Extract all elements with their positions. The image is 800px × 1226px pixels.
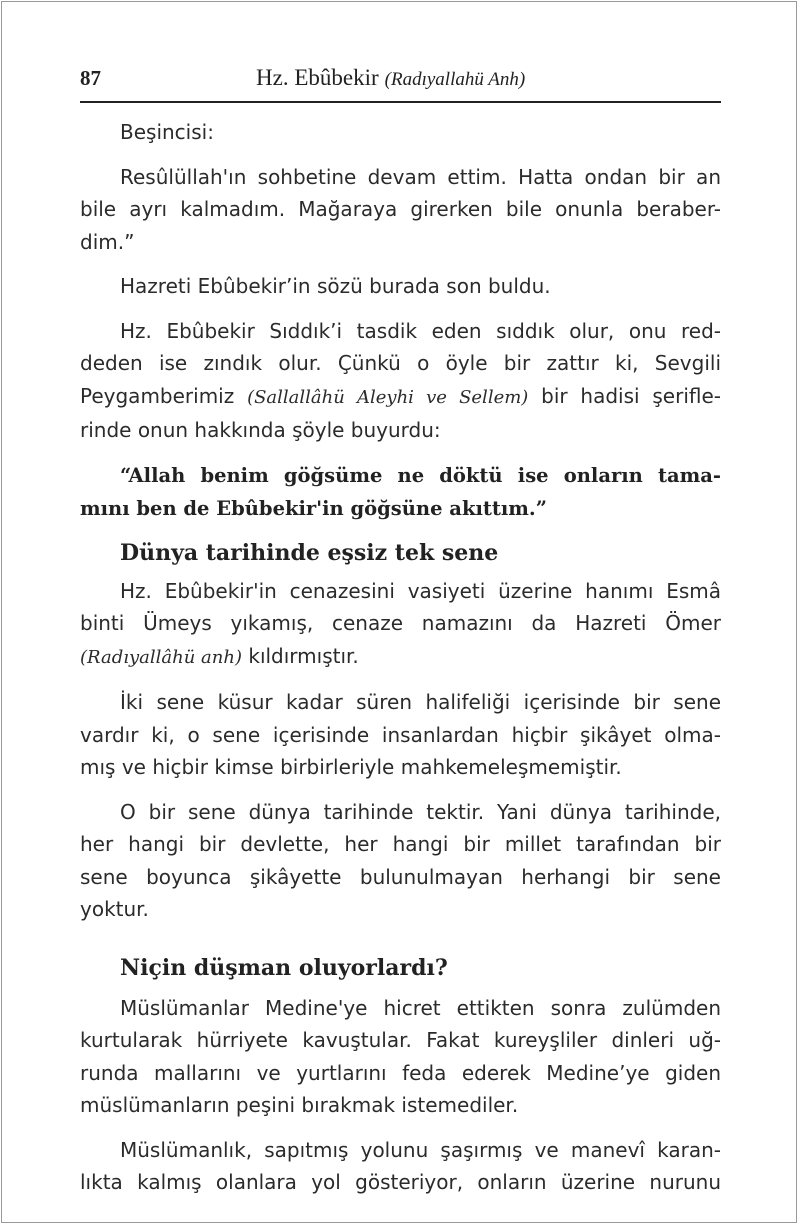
text-line: deden ise zındık olur. Çünkü o öyle bir zattır ki, Sevgili <box>80 351 721 375</box>
text-line <box>80 640 721 675</box>
text-line: binti Ümeys yıkamış, cenaze namazını da Hazreti Ömer <box>80 611 721 635</box>
text-line: lıkta kalmış olanlara yol gösteriyor, onların üzerine nurunu <box>80 1170 721 1194</box>
paragraph <box>80 270 721 303</box>
hadith-quote <box>80 459 721 525</box>
book-subtitle: (Radıyallahü Anh) <box>384 69 526 90</box>
text-line: Beşincisi: <box>120 120 214 144</box>
honorific-italic: (Sallallâhü Aleyhi ve Sellem) <box>247 386 529 408</box>
text-line: Hazreti Ebûbekir’in sözü burada son buldu. <box>120 274 551 298</box>
paragraph <box>80 686 721 784</box>
quote-line: “Allah benim göğsüme ne döktü ise onların tama- <box>120 463 721 487</box>
running-title <box>256 65 525 91</box>
quote-line: mını ben de Ebûbekir'in göğsüne akıttım.” <box>80 496 547 520</box>
header-rule <box>80 101 721 103</box>
text-run: Peygamberimiz <box>80 383 235 408</box>
text-line: Resûlüllah'ın sohbetine devam ettim. Hatta ondan bir an <box>120 164 721 189</box>
text-line: mış ve hiçbir kimse birbirleriyle mahkemeleşmemiştir. <box>80 755 622 779</box>
paragraph <box>80 796 721 926</box>
text-line <box>80 380 721 415</box>
text-line: Hz. Ebûbekir Sıddık’i tasdik eden sıddık olur, onu red- <box>120 318 721 343</box>
text-run: bir hadisi şerifle- <box>541 383 722 408</box>
paragraph <box>80 116 721 149</box>
text-run: kıldırmıştır. <box>248 643 359 668</box>
text-line: Müslümanlık, sapıtmış yolunu şaşırmış ve manevî karan- <box>120 1137 721 1162</box>
book-title: Hz. Ebûbekir <box>256 65 379 90</box>
text-line: bile ayrı kalmadım. Mağaraya girerken bile onunla beraber- <box>80 197 721 221</box>
text-line: sene boyunca şikâyette bulunulmayan herhangi bir sene <box>80 864 721 889</box>
section-heading: Niçin düşman oluyorlardı? <box>120 954 448 981</box>
page-header <box>80 62 720 102</box>
paragraph <box>80 315 721 447</box>
text-line: O bir sene dünya tarihinde tektir. Yani dünya tarihinde, <box>120 799 721 824</box>
section-heading: Dünya tarihinde eşsiz tek sene <box>120 539 499 566</box>
page-body <box>80 116 721 1211</box>
text-line: kurtularak hürriyete kavuştular. Fakat kureyşliler dinleri uğ- <box>80 1028 721 1052</box>
text-line: Hz. Ebûbekir'in cenazesini vasiyeti üzerine hanımı Esmâ <box>120 578 721 603</box>
paragraph <box>80 575 721 675</box>
honorific-italic: (Radıyallâhü anh) <box>80 646 242 668</box>
text-line: rinde onun hakkında şöyle buyurdu: <box>80 418 441 442</box>
text-line: dim.” <box>80 229 135 254</box>
text-line: müslümanların peşini bırakmak istemediler. <box>80 1093 519 1117</box>
text-line: yoktur. <box>80 897 149 921</box>
text-line: runda mallarını ve yurtlarını feda ederek Medine’ye giden <box>80 1060 721 1085</box>
paragraph <box>80 161 721 259</box>
text-line: Müslümanlar Medine'ye hicret ettikten sonra zulümden <box>120 995 721 1020</box>
page-number: 87 <box>80 66 101 90</box>
paragraph <box>80 992 721 1122</box>
text-line: her hangi bir devlette, her hangi bir millet tarafından bir <box>80 832 721 856</box>
text-line: vardır ki, o sene içerisinde insanlardan hiçbir şikâyet olma- <box>80 722 721 747</box>
paragraph <box>80 1134 721 1199</box>
text-line: İki sene küsur kadar süren halifeliği içerisinde bir sene <box>120 690 721 714</box>
